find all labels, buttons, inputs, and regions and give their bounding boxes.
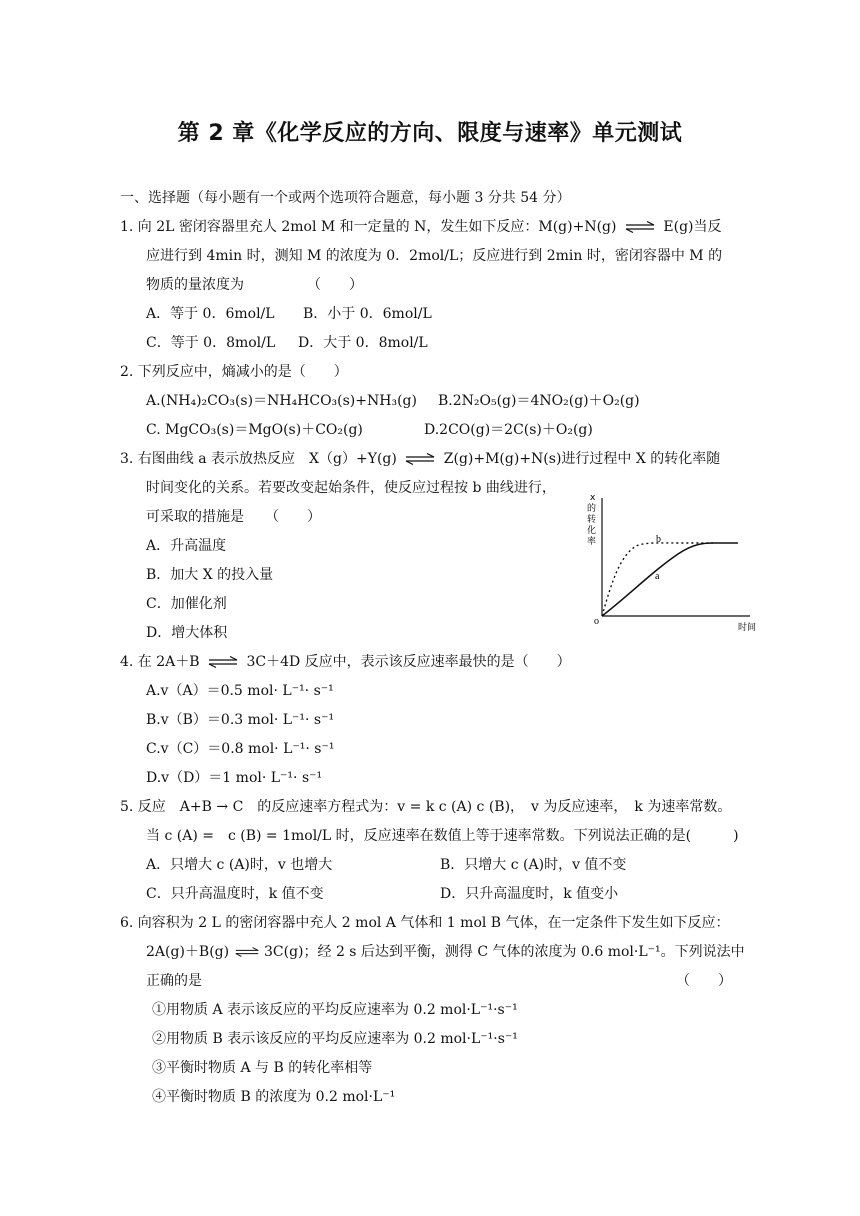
q5-option-d[interactable]: D．只升高温度时，k 值变小: [440, 886, 619, 902]
q4-option-d[interactable]: D.v（D）＝1 mol· L⁻¹· s⁻¹: [146, 770, 323, 786]
q3-line1-tail: Z(g)+M(g)+N(s)进行过程中 X 的转化率随: [443, 451, 721, 467]
q6-statement-3[interactable]: ③平衡时物质 A 与 B 的转化率相等: [152, 1060, 373, 1076]
q3-line1-text: 3. 右图曲线 a 表示放热反应 X（g）+Y(g): [120, 451, 397, 467]
q5-option-a[interactable]: A．只增大 c (A)时，v 也增大: [146, 857, 333, 873]
conversion-time-figure: [578, 486, 758, 636]
q2-stem: 2. 下列反应中，熵减小的是（ ）: [120, 364, 348, 380]
q5-line1: 5. 反应 A+B → C 的反应速率方程式为：v = k c (A) c (B)， v 为反应速率， k 为速率常数。: [120, 799, 732, 815]
q4-stem-text: 4. 在 2A＋B: [120, 654, 200, 670]
q6-statement-2[interactable]: ②用物质 B 表示该反应的平均反应速率为 0.2 mol·L⁻¹·s⁻¹: [152, 1031, 518, 1047]
origin-label: o: [594, 616, 599, 627]
q5-option-c[interactable]: C．只升高温度时，k 值不变: [146, 886, 324, 902]
equilibrium-arrow-icon: [235, 946, 259, 958]
q3-option-c[interactable]: C．加催化剂: [146, 596, 227, 612]
q3-option-b[interactable]: B．加大 X 的投入量: [146, 567, 274, 583]
q1-line3: 物质的量浓度为 （ ）: [146, 277, 363, 293]
q6-statement-4[interactable]: ④平衡时物质 B 的浓度为 0.2 mol·L⁻¹: [152, 1089, 396, 1105]
q4-stem-tail: 3C＋4D 反应中，表示该反应速率最快的是（ ）: [246, 654, 571, 670]
q2-option-b[interactable]: B.2N₂O₅(g)＝4NO₂(g)＋O₂(g): [438, 393, 640, 409]
y-axis-label-1: x: [590, 493, 596, 503]
q2-option-d[interactable]: D.2CO(g)＝2C(s)＋O₂(g): [424, 422, 593, 438]
curve-b-label: b: [656, 534, 661, 545]
q6-line3: 正确的是: [146, 973, 202, 989]
curve-a-label: a: [655, 571, 660, 582]
x-axis-label: 时间: [738, 623, 757, 633]
q3-option-a[interactable]: A．升高温度: [146, 538, 227, 554]
y-axis-label-3: 转: [587, 515, 597, 525]
q3-option-d[interactable]: D．增大体积: [146, 625, 228, 641]
q1-option-a[interactable]: A．等于 0．6mol/L: [146, 306, 275, 322]
q1-option-d[interactable]: D．大于 0．8mol/L: [298, 335, 428, 351]
q1-option-b[interactable]: B．小于 0．6mol/L: [303, 306, 432, 322]
equilibrium-arrow-icon: [405, 453, 435, 465]
equilibrium-arrow-icon: [208, 656, 238, 668]
q3-line1: [120, 450, 720, 468]
q4-option-a[interactable]: A.v（A）＝0.5 mol· L⁻¹· s⁻¹: [146, 683, 334, 699]
q2-option-a[interactable]: A.(NH₄)₂CO₃(s)＝NH₄HCO₃(s)+NH₃(g): [146, 393, 417, 409]
q6-line2: [146, 943, 745, 961]
q4-option-c[interactable]: C.v（C）＝0.8 mol· L⁻¹· s⁻¹: [146, 741, 335, 757]
q6-statement-1[interactable]: ①用物质 A 表示该反应的平均反应速率为 0.2 mol·L⁻¹·s⁻¹: [152, 1002, 518, 1018]
q5-line2: 当 c (A) = c (B) = 1mol/L 时，反应速率在数值上等于速率常数。下列说法正确的是( ): [146, 828, 739, 844]
q6-line2-tail: 3C(g)；经 2 s 后达到平衡，测得 C 气体的浓度为 0.6 mol·L⁻¹。下列说法中: [263, 944, 745, 960]
q1-line1-text: 1. 向 2L 密闭容器里充人 2mol M 和一定量的 N，发生如下反应：M(g)+N(g): [120, 219, 617, 235]
q2-option-c[interactable]: C. MgCO₃(s)＝MgO(s)＋CO₂(g): [146, 422, 363, 438]
equilibrium-arrow-icon: [625, 221, 655, 233]
y-axis-label-4: 化: [587, 526, 597, 536]
q6-line1: 6. 向容积为 2 L 的密闭容器中充人 2 mol A 气体和 1 mol B 气体，在一定条件下发生如下反应：: [120, 915, 730, 931]
q1-line2: 应进行到 4min 时，测知 M 的浓度为 0．2mol/L；反应进行到 2min 时，密闭容器中 M 的: [146, 248, 723, 264]
q5-option-b[interactable]: B．只增大 c (A)时，v 值不变: [440, 857, 627, 873]
q4-stem: [120, 653, 571, 671]
q3-line2: 时间变化的关系。若要改变起始条件，使反应过程按 b 曲线进行，: [146, 480, 556, 496]
q1-option-c[interactable]: C．等于 0．8mol/L: [146, 335, 276, 351]
q6-line2-text: 2A(g)＋B(g): [146, 944, 230, 960]
curve-a: [602, 543, 738, 616]
y-axis-label-2: 的: [587, 504, 597, 514]
q6-answer-paren: （ ）: [676, 973, 732, 989]
q1-line1: [120, 218, 722, 236]
y-axis-label-5: 率: [587, 537, 597, 547]
q3-line3: 可采取的措施是 （ ）: [146, 509, 321, 525]
q1-line1-tail: E(g)当反: [663, 219, 722, 235]
section-heading: 一、选择题（每小题有一个或两个选项符合题意，每小题 3 分共 54 分）: [120, 190, 571, 206]
q4-option-b[interactable]: B.v（B）＝0.3 mol· L⁻¹· s⁻¹: [146, 712, 335, 728]
page-title: 第 2 章《化学反应的方向、限度与速率》单元测试: [177, 121, 683, 146]
